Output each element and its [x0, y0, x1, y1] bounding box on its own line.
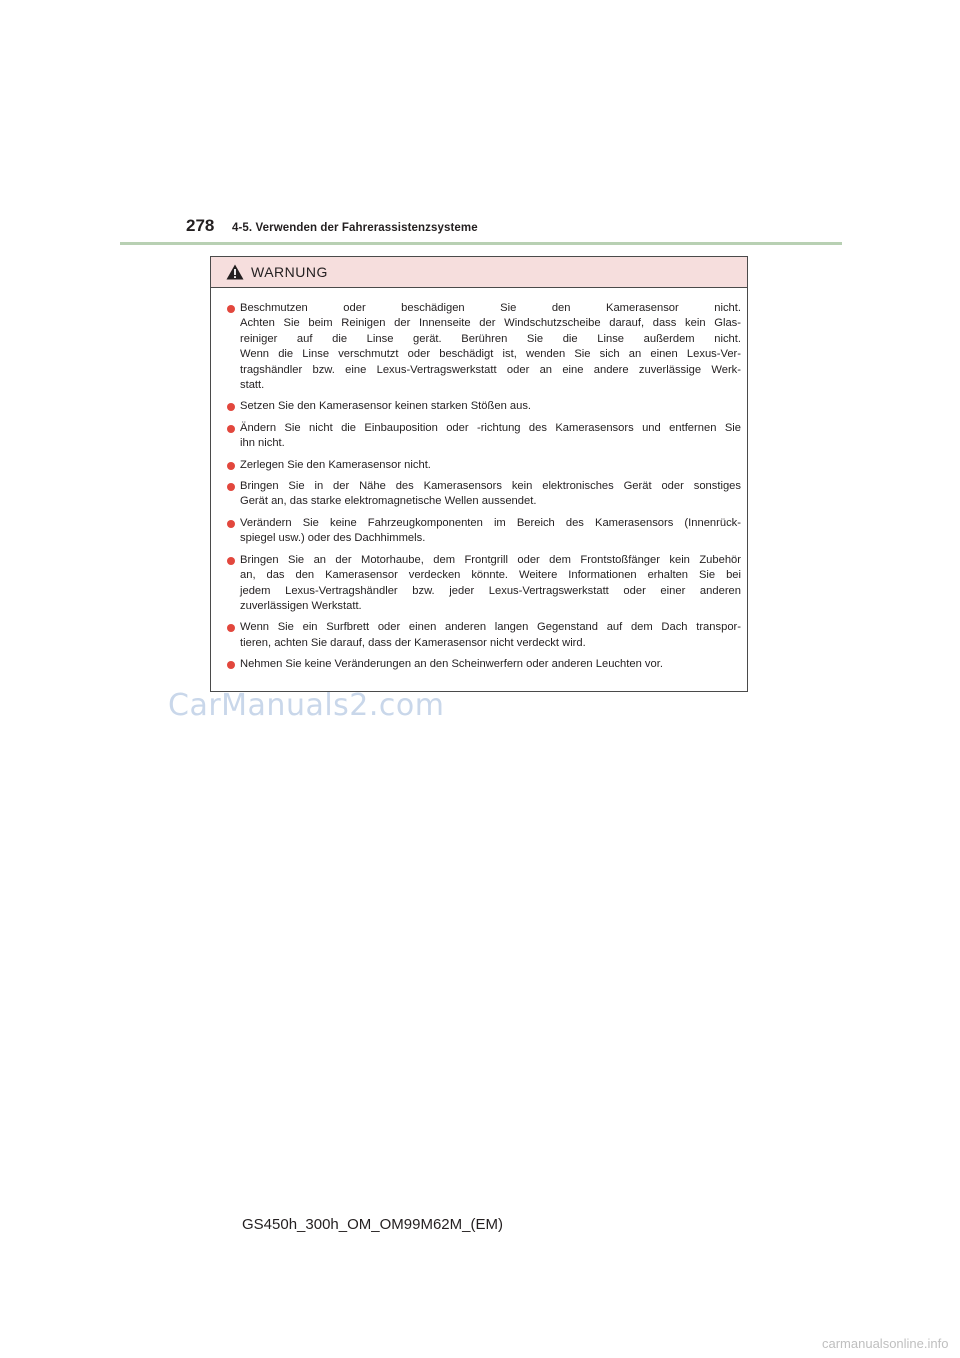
- warning-item: [227, 421, 741, 452]
- warning-item: [227, 399, 741, 414]
- warning-line: statt.: [240, 379, 265, 392]
- warning-triangle-icon: [226, 264, 244, 280]
- bullet-icon: [227, 661, 235, 669]
- footer-code: GS450h_300h_OM_OM99M62M_(EM): [242, 1216, 503, 1233]
- warning-item: [227, 553, 741, 615]
- warning-box: [210, 256, 748, 692]
- warning-list: [211, 288, 747, 673]
- bullet-icon: [227, 624, 235, 632]
- warning-item: [227, 657, 741, 672]
- warning-line: Achten Sie beim Reinigen der Innenseite der Windschutzscheibe darauf, dass kein Glas-: [240, 317, 741, 330]
- warning-line: tieren, achten Sie darauf, dass der Kamerasensor nicht verdeckt wird.: [240, 636, 586, 649]
- bullet-icon: [227, 425, 235, 433]
- warning-line: Beschmutzen oder beschädigen Sie den Kamerasensor nicht.: [240, 302, 741, 314]
- bullet-icon: [227, 403, 235, 411]
- warning-line: tragshändler bzw. eine Lexus-Vertragswerkstatt oder an eine andere zuverlässige Werk-: [240, 363, 741, 376]
- warning-line: Bringen Sie an der Motorhaube, dem Frontgrill oder dem Frontstoßfänger kein Zubehör: [240, 553, 741, 566]
- warning-line: Wenn die Linse verschmutzt oder beschädigt ist, wenden Sie sich an einen Lexus-Ver-: [240, 348, 741, 361]
- warning-line: an, das den Kamerasensor verdecken könnte. Weitere Informationen erhalten Sie bei: [240, 569, 741, 582]
- warning-line: spiegel usw.) oder des Dachhimmels.: [240, 532, 426, 545]
- page-number: 278: [186, 216, 215, 235]
- warning-line: Gerät an, das starke elektromagnetische Wellen aussendet.: [240, 495, 537, 508]
- warning-line: Zerlegen Sie den Kamerasensor nicht.: [240, 458, 431, 471]
- warning-line: Nehmen Sie keine Veränderungen an den Scheinwerfern oder anderen Leuchten vor.: [240, 658, 663, 671]
- warning-item: [227, 516, 741, 547]
- warning-item: [227, 458, 741, 473]
- section-title: 4-5. Verwenden der Fahrerassistenzsysteme: [232, 222, 478, 234]
- watermark: CarManuals2.com: [168, 688, 445, 723]
- warning-title: WARNUNG: [251, 264, 328, 280]
- warning-line: ihn nicht.: [240, 437, 285, 450]
- bullet-icon: [227, 483, 235, 491]
- warning-line: Bringen Sie in der Nähe des Kamerasensors kein elektronisches Gerät oder sonstiges: [240, 480, 741, 493]
- warning-line: jedem Lexus-Vertragshändler bzw. jeder Lexus-Vertragswerkstatt oder einer anderen: [240, 584, 741, 597]
- warning-line: zuverlässigen Werkstatt.: [240, 599, 362, 612]
- bullet-icon: [227, 520, 235, 528]
- corner-watermark: carmanualsonline.info: [822, 1336, 949, 1351]
- bullet-icon: [227, 557, 235, 565]
- header-rule: [120, 242, 842, 245]
- warning-line: Verändern Sie keine Fahrzeugkomponenten im Bereich des Kamerasensors (Innenrück-: [240, 516, 741, 529]
- warning-line: Wenn Sie ein Surfbrett oder einen anderen langen Gegenstand auf dem Dach transpor-: [240, 621, 741, 634]
- warning-item: [227, 479, 741, 510]
- bullet-icon: [227, 462, 235, 470]
- warning-line: Ändern Sie nicht die Einbauposition oder -richtung des Kamerasensors und entfernen Sie: [240, 421, 741, 434]
- warning-line: Setzen Sie den Kamerasensor keinen starken Stößen aus.: [240, 400, 532, 413]
- warning-line: reiniger auf die Linse gerät. Berühren Sie die Linse außerdem nicht.: [240, 332, 741, 345]
- warning-header: [211, 257, 747, 288]
- bullet-icon: [227, 305, 235, 313]
- warning-item: [227, 620, 741, 651]
- warning-item: [227, 301, 741, 393]
